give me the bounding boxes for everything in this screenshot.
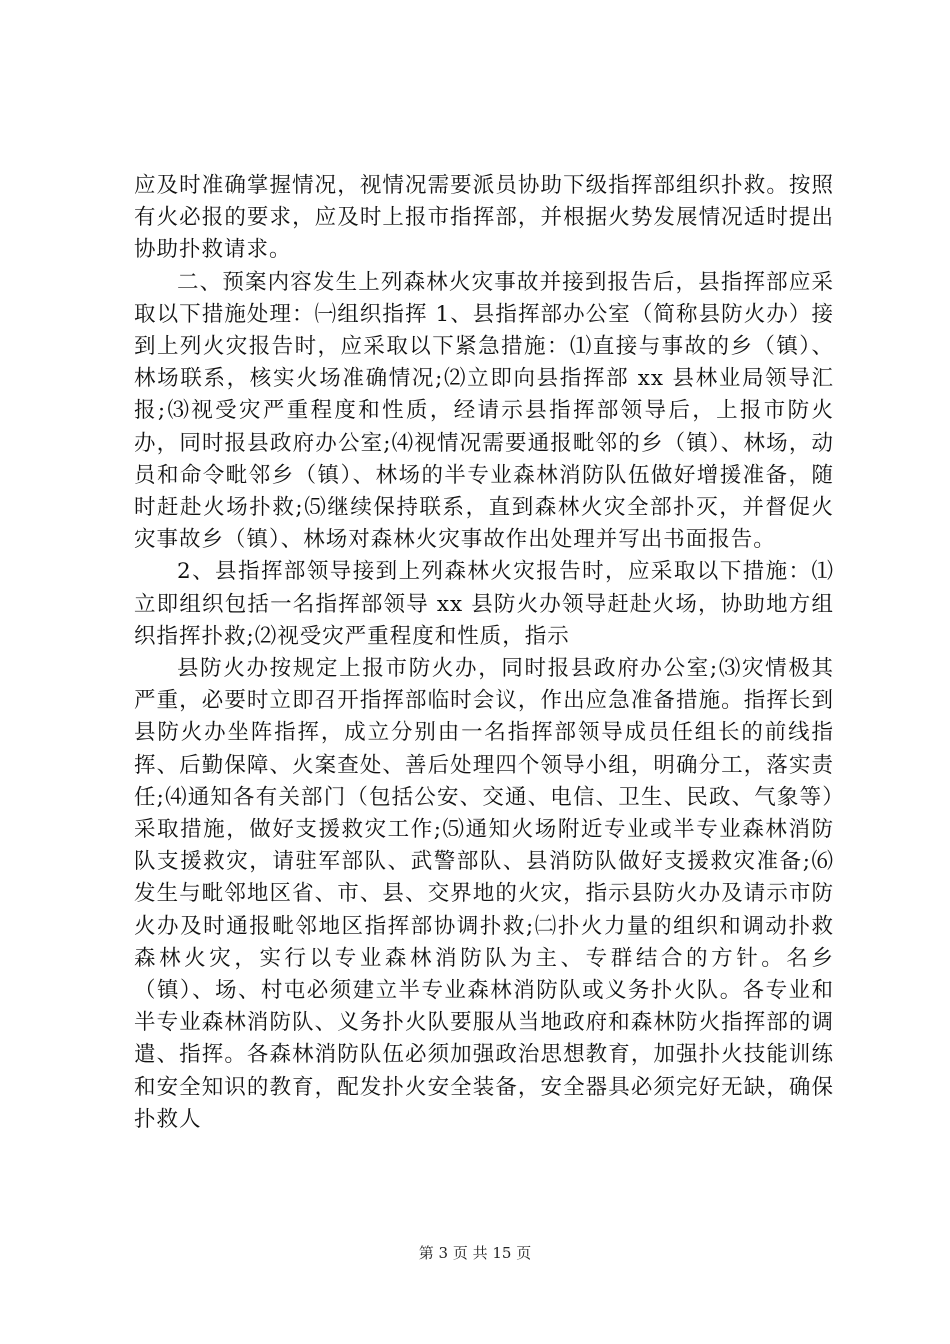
page-number-footer: 第 3 页 共 15 页 xyxy=(418,1244,532,1262)
paragraph: 2、县指挥部领导接到上列森林火灾报告时，应采取以下措施：⑴立即组织包括一名指挥部领导 xx 县防火办领导赶赴火场，协助地方组织指挥扑救;⑵视受灾严重程度和性质，指示 xyxy=(134,559,834,649)
paragraph: 二、预案内容发生上列森林火灾事故并接到报告后，县指挥部应采取以下措施处理：㈠组织指挥 1、县指挥部办公室（简称县防火办）接到上列火灾报告时，应采取以下紧急措施：⑴直接与事故的乡（镇）、林场联系，核实火场准确情况;⑵立即向县指挥部 xx 县林业局领导汇报;⑶视受灾严重程度和性质，经请示县指挥部领导后，上报市防火办，同时报县政府办公室;⑷视情况需要通报毗邻的乡（镇）、林场，动员和命令毗邻乡（镇）、林场的半专业森林消防队伍做好增援准备，随时赶赴火场扑救;⑸继续保持联系，直到森林火灾全部扑灭，并督促火灾事故乡（镇）、林场对森林火灾事故作出处理并写出书面报告。 xyxy=(134,269,834,553)
document-body xyxy=(134,170,834,1136)
paragraph: 县防火办按规定上报市防火办，同时报县政府办公室;⑶灾情极其严重，必要时立即召开指挥部临时会议，作出应急准备措施。指挥长到县防火办坐阵指挥，成立分别由一名指挥部领导成员任组长的前线指挥、后勤保障、火案查处、善后处理四个领导小组，明确分工，落实责任;⑷通知各有关部门（包括公安、交通、电信、卫生、民政、气象等）采取措施，做好支援救灾工作;⑸通知火场附近专业或半专业森林消防队支援救灾，请驻军部队、武警部队、县消防队做好支援救灾准备;⑹发生与毗邻地区省、市、县、交界地的火灾，指示县防火办及请示市防火办及时通报毗邻地区指挥部协调扑救;㈡扑火力量的组织和调动扑救森林火灾，实行以专业森林消防队为主、专群结合的方针。名乡（镇）、场、村屯必须建立半专业森林消防队或义务扑火队。各专业和半专业森林消防队、义务扑火队要服从当地政府和森林防火指挥部的调遣、指挥。各森林消防队伍必须加强政治思想教育，加强扑火技能训练和安全知识的教育，配发扑火安全装备，安全器具必须完好无缺，确保扑救人 xyxy=(134,656,834,1132)
paragraph: 应及时准确掌握情况，视情况需要派员协助下级指挥部组织扑救。按照有火必报的要求，应及时上报市指挥部，并根据火势发展情况适时提出协助扑救请求。 xyxy=(134,173,834,263)
